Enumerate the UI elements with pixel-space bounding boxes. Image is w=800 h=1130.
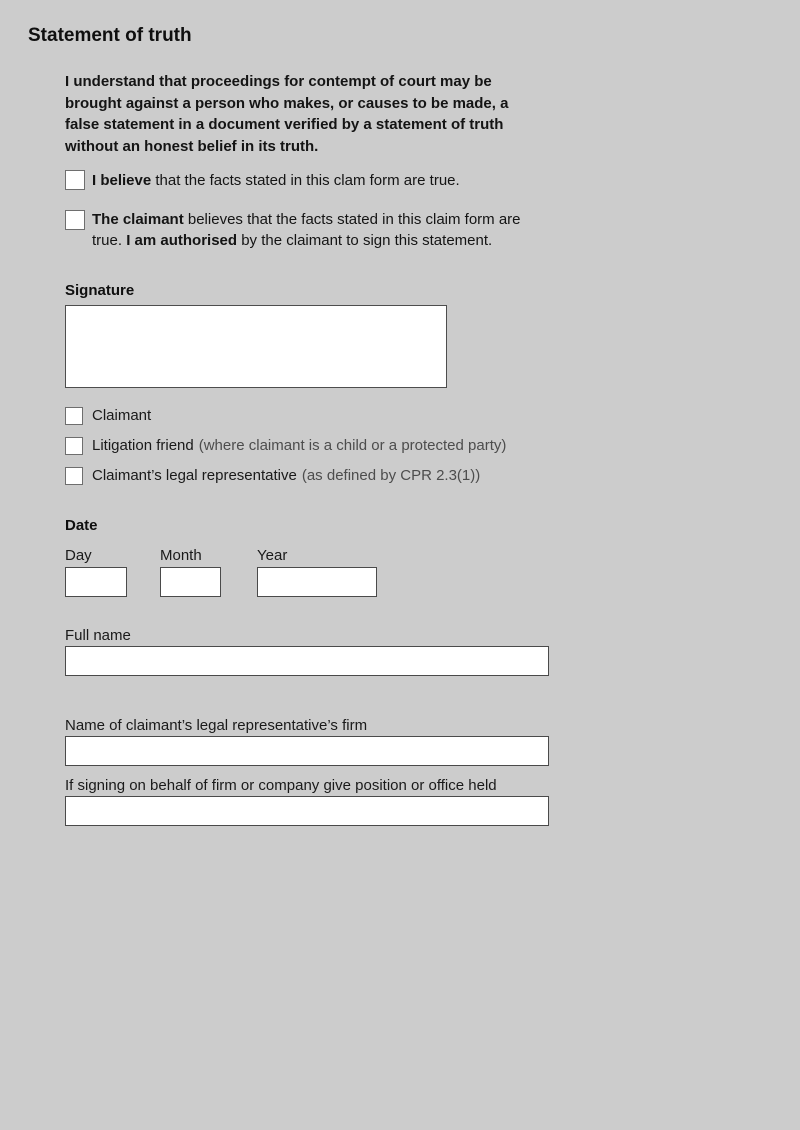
position-input[interactable] [65, 796, 549, 826]
litigation-friend-checkbox[interactable] [65, 437, 83, 455]
belief-row-individual [65, 170, 800, 191]
contempt-warning-text: I understand that proceedings for contempt of court may be brought against a person who makes, or causes to be made, a false statement in a document verified by a statement of truth without an honest belief in its truth. [65, 73, 509, 155]
i-believe-label [92, 170, 460, 191]
i-believe-checkbox[interactable] [65, 170, 85, 190]
month-input[interactable] [160, 567, 221, 597]
i-believe-rest-text: that the facts stated in this clam form are true. [151, 172, 460, 189]
firm-name-label: Name of claimant’s legal representative’s firm [65, 717, 368, 734]
month-label: Month [160, 547, 202, 564]
legal-representative-checkbox[interactable] [65, 467, 83, 485]
authorised-bold-text: I am authorised [126, 231, 238, 249]
day-label: Day [65, 547, 92, 564]
signature-label: Signature [65, 282, 135, 299]
claimant-checkbox[interactable] [65, 407, 83, 425]
claimant-believes-label [92, 210, 524, 251]
i-believe-bold-text: I believe [92, 172, 152, 189]
full-name-label: Full name [65, 627, 131, 644]
signer-option-claimant [65, 405, 800, 426]
date-year-column [257, 547, 377, 597]
claimant-bold-text: The claimant [92, 211, 184, 228]
day-input[interactable] [65, 567, 127, 597]
date-month-column [160, 547, 221, 597]
signer-option-litigation-friend [65, 435, 800, 456]
year-label: Year [257, 547, 288, 564]
claimant-mid-text: believes that the facts stated in this claim form are true. [92, 211, 521, 249]
litigation-friend-option-note: (where claimant is a child or a protected party) [198, 437, 507, 454]
page-title: Statement of truth [28, 25, 192, 46]
signature-box[interactable] [65, 305, 447, 388]
position-label: If signing on behalf of firm or company give position or office held [65, 777, 497, 794]
belief-row-on-behalf [65, 210, 800, 251]
claimant-believes-checkbox[interactable] [65, 210, 85, 230]
litigation-friend-option-text: Litigation friend [92, 437, 194, 454]
date-label: Date [65, 517, 98, 534]
legal-representative-option-text: Claimant’s legal representative [92, 467, 297, 484]
date-inputs-row [65, 547, 800, 597]
date-day-column [65, 547, 127, 597]
firm-name-input[interactable] [65, 736, 549, 766]
claimant-tail-text: by the claimant to sign this statement. [237, 231, 493, 249]
litigation-friend-option-label [92, 435, 506, 456]
year-input[interactable] [257, 567, 377, 597]
legal-representative-option-label [92, 465, 480, 486]
claimant-option-label [92, 405, 151, 426]
legal-representative-option-note: (as defined by CPR 2.3(1)) [301, 467, 481, 484]
signer-option-legal-representative [65, 465, 800, 486]
claimant-option-text: Claimant [92, 407, 152, 424]
full-name-input[interactable] [65, 646, 549, 676]
